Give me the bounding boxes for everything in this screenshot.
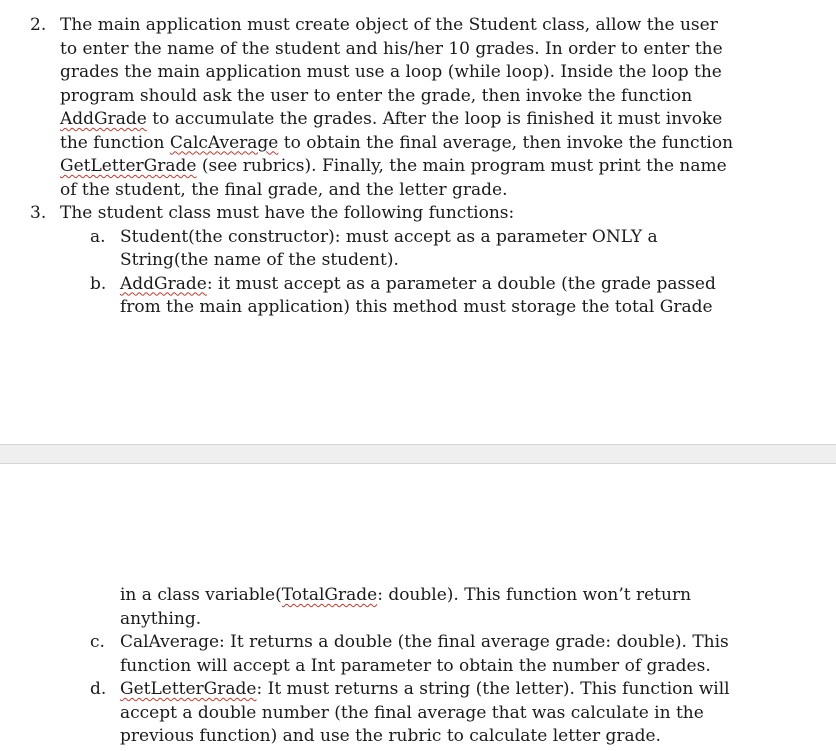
item-2-line-4: program should ask the user to enter the grade, then invoke the function — [60, 85, 693, 106]
item-2-line-6: the function CalcAverage to obtain the final average, then invoke the function — [60, 132, 734, 153]
item-2-line-1: The main application must create object of the Student class, allow the user — [60, 15, 718, 35]
spellcheck-word-calcaverage[interactable]: CalcAverage — [169, 132, 279, 153]
item-3a-line-1: Student(the constructor): must accept as a parameter ONLY a — [120, 226, 658, 247]
item-3d-letter: d. — [90, 679, 107, 699]
item-2-line-7: GetLetterGrade (see rubrics). Finally, the main program must print the name — [60, 156, 727, 176]
item-3c-letter: c. — [90, 632, 105, 652]
item-2-line-2: to enter the name of the student and his/her 10 grades. In order to enter the — [60, 38, 723, 59]
item-3b-line-4: anything. — [120, 608, 202, 629]
item-3c-line-1: CalAverage: It returns a double (the final average grade: double). This — [120, 632, 729, 652]
item-3b-line-2: from the main application) this method must storage the total Grade — [120, 297, 713, 317]
spellcheck-word-addgrade[interactable]: AddGrade — [60, 109, 147, 129]
spellcheck-word-getlettergrade[interactable]: GetLetterGrade — [60, 156, 197, 176]
item-3b-line-1: AddGrade: it must accept as a parameter a double (the grade passed — [120, 273, 716, 294]
spellcheck-word-totalgrade[interactable]: TotalGrade — [281, 585, 378, 605]
spellcheck-word-getlettergrade-d[interactable]: GetLetterGrade — [120, 679, 257, 699]
item-3d-line-3: previous function) and use the rubric to calculate letter grade. — [120, 726, 661, 746]
item-3-line-1: The student class must have the following functions: — [60, 203, 515, 223]
page-break — [0, 444, 836, 464]
item-2-line-3: grades the main application must use a loop (while loop). Inside the loop the — [60, 62, 722, 82]
item-2-line-5: AddGrade to accumulate the grades. After the loop is finished it must invoke — [60, 109, 723, 129]
item-3a-line-2: String(the name of the student). — [120, 250, 399, 270]
document-page-bottom — [0, 464, 836, 751]
item-2-number: 2. — [30, 15, 47, 35]
item-3d-line-2: accept a double number (the final average that was calculate in the — [120, 702, 704, 723]
item-3a-letter: a. — [90, 226, 106, 247]
item-3b-line-3: in a class variable(TotalGrade: double). This function won’t return — [120, 585, 692, 605]
item-2-line-8: of the student, the final grade, and the letter grade. — [60, 179, 508, 200]
item-3b-letter: b. — [90, 273, 107, 294]
item-3d-line-1: GetLetterGrade: It must returns a string (the letter). This function will — [120, 679, 730, 699]
item-3c-line-2: function will accept a Int parameter to obtain the number of grades. — [120, 655, 711, 676]
spellcheck-word-addgrade-b[interactable]: AddGrade — [120, 273, 207, 294]
item-3-number: 3. — [30, 203, 47, 223]
